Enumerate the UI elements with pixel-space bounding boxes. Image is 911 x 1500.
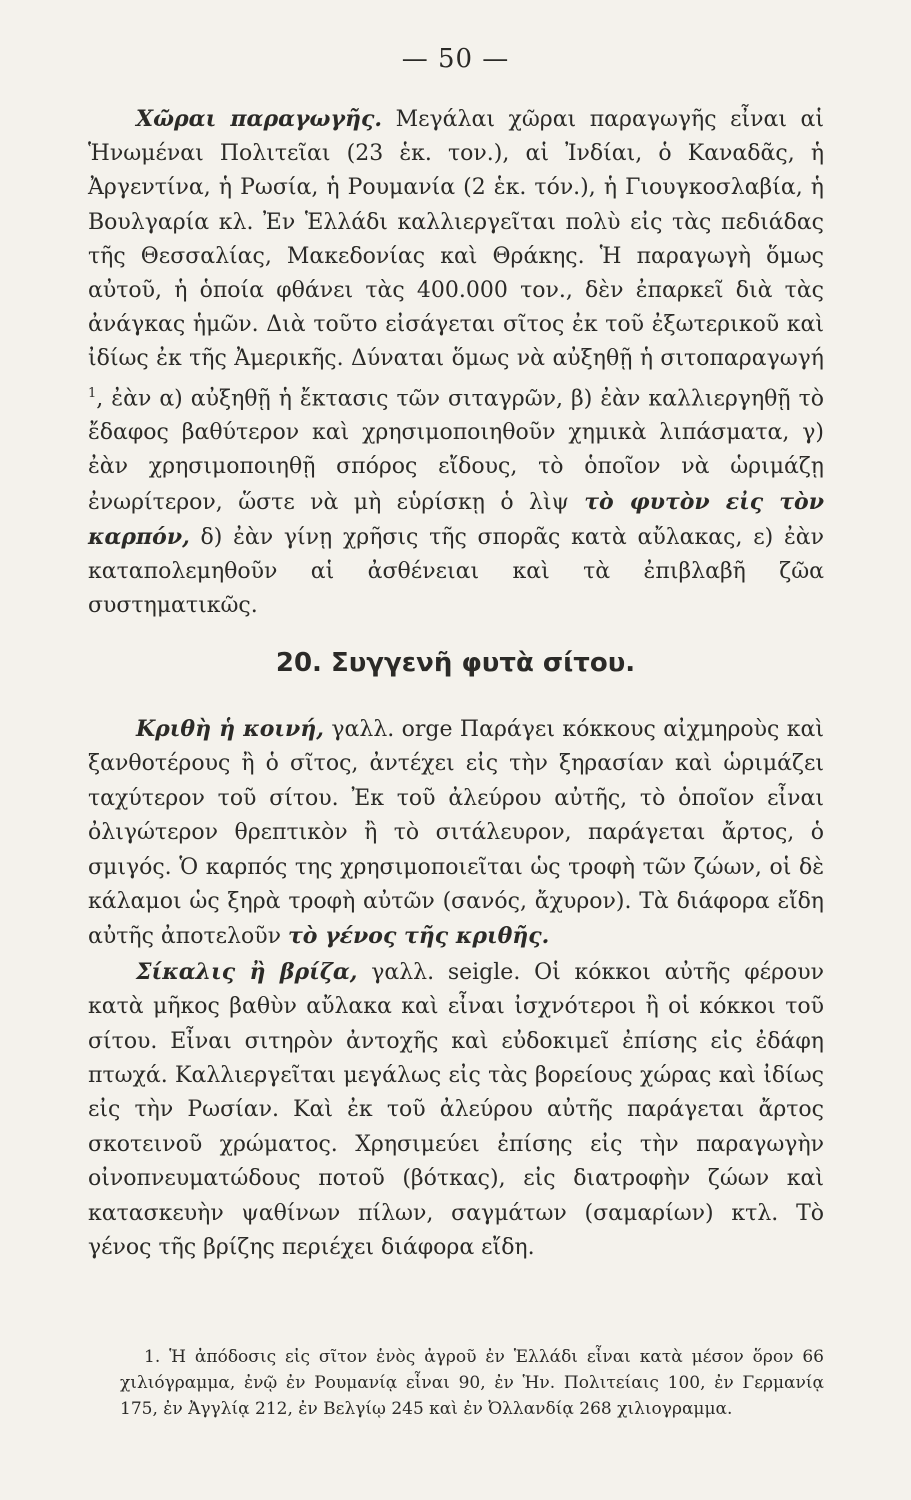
- paragraph-rye: [88, 955, 824, 1266]
- paragraph-text: Μεγάλαι χῶραι παραγωγῆς εἶναι αἱ Ἡνωμέναι Πολιτεῖαι (23 ἑκ. τον.), αἱ Ἰνδίαι, ὁ Καναδᾶς, ἡ Ἀργεντίνα, ἡ Ρωσία, ἡ Ρουμανία (2 ἑκ. τόν.), ἡ Γιουγκοσλαβία, ἡ Βουλγαρία κλ. Ἐν Ἑλλάδι καλλιεργεῖται πολὺ εἰς τὰς πεδιάδας τῆς Θεσσαλίας, Μακεδονίας καὶ Θράκης. Ἡ παραγωγὴ ὅμως αὐτοῦ, ἡ ὁποία φθάνει τὰς 400.000 τον., δὲν ἐπαρκεῖ διὰ τὰς ἀνάγκας ἡμῶν. Διὰ τοῦτο εἰσάγεται σῖτος ἐκ τοῦ ἐξωτερικοῦ καὶ ἰδίως ἐκ τῆς Ἀμερικῆς. Δύναται ὅμως νὰ αὐξηθῇ ἡ σιτοπαραγωγή: [88, 107, 824, 372]
- section-title: 20. Συγγενῆ φυτὰ σίτου.: [275, 648, 636, 678]
- emphasized-text: τὸ γένος τῆς κριθῆς.: [287, 923, 550, 950]
- page-number: — 50 —: [401, 44, 510, 74]
- paragraph-text: δ) ἐὰν γίνῃ χρῆσις τῆς σπορᾶς κατὰ αὔλακας, ε) ἐὰν καταπολεμηθοῦν αἱ ἀσθένειαι καὶ τὰ ἐπιβλαβῆ ζῶα συστηματικῶς.: [88, 524, 824, 619]
- emphasized-text: τὸ φυτὸν εἰς τὸν καρπόν,: [88, 488, 824, 550]
- footnote-reference: 1: [88, 385, 97, 401]
- footnote-text: 1. Ἡ ἀπόδοσις εἰς σῖτον ἑνὸς ἀγροῦ ἐν Ἑλλάδι εἶναι κατὰ μέσον ὅρον 66 χιλιόγραμμα, ἐνῷ ἐν Ρουμανίᾳ εἶναι 90, ἐν Ἡν. Πολιτείαις 100, ἐν Γερμανίᾳ 175, ἐν Ἀγγλίᾳ 212, ἐν Βελγίῳ 245 καὶ ἐν Ὀλλανδίᾳ 268 χιλιογραμμα.: [120, 1347, 824, 1419]
- paragraph-text: γαλλ. seigle. Οἱ κόκκοι αὐτῆς φέρουν κατὰ μῆκος βαθὺν αὔλακα καὶ εἶναι ἰσχνότεροι ἢ οἱ κόκκοι τοῦ σίτου. Εἶναι σιτηρὸν ἀντοχῆς καὶ εὐδοκιμεῖ ἐπίσης εἰς ἐδάφη πτωχά. Καλλιεργεῖται μεγάλως εἰς τὰς βορείους χώρας καὶ ἰδίως εἰς τὴν Ρωσίαν. Καὶ ἐκ τοῦ ἀλεύρου αὐτῆς παράγεται ἄρτος σκοτεινοῦ χρώματος. Χρησιμεύει ἐπίσης εἰς τὴν παραγωγὴν οἰνοπνευματώδους ποτοῦ (βότκας), εἰς διατροφὴν ζώων καὶ κατασκευὴν ψαθίνων πίλων, σαγμάτων (σαμαρίων) κτλ. Τὸ γένος τῆς βρίζης περιέχει διάφορα εἴδη.: [88, 959, 825, 1261]
- footnote: [120, 1344, 824, 1422]
- paragraph-lead: Κριθὴ ἡ κοινή,: [136, 716, 324, 742]
- paragraph-text: γαλλ. orge Παράγει κόκκους αἰχμηροὺς καὶ ξανθοτέρους ἢ ὁ σῖτος, ἀντέχει εἰς τὴν ξηρασίαν καὶ ὡριμάζει ταχύτερον τοῦ σίτου. Ἐκ τοῦ ἀλεύρου αὐτῆς, τὸ ὁποῖον εἶναι ὀλιγώτερον θρεπτικὸν ἢ τὸ σιτάλευρον, παράγεται ἄρτος, ὁ σμιγός. Ὁ καρπός της χρησιμοποιεῖται ὡς τροφὴ τῶν ζώων, οἱ δὲ κάλαμοι ὡς ξηρὰ τροφὴ αὐτῶν (σανός, ἄχυρον). Τὰ διάφορα εἴδη αὐτῆς ἀποτελοῦν: [88, 717, 825, 950]
- paragraph-lead: Σίκαλις ἢ βρίζα,: [136, 958, 358, 985]
- main-text-block: [88, 102, 824, 623]
- paragraph-barley: [88, 712, 824, 955]
- section-text-block: [88, 712, 824, 1266]
- paragraph-lead: Χῶραι παραγωγῆς.: [136, 106, 383, 132]
- paragraph-production-countries: [88, 102, 824, 623]
- paragraph-text: , ἐὰν α) αὐξηθῇ ἡ ἔκτασις τῶν σιταγρῶν, β) ἐὰν καλλιεργηθῇ τὸ ἔδαφος βαθύτερον καὶ χρησιμοποιηθοῦν χημικὰ λιπάσματα, γ) ἐὰν χρησιμοποιηθῇ σπόρος εἴδους, τὸ ὁποῖον νὰ ὡριμάζῃ ἐνωρίτερον, ὥστε νὰ μὴ εὑρίσκῃ ὁ λὶψ: [88, 385, 824, 515]
